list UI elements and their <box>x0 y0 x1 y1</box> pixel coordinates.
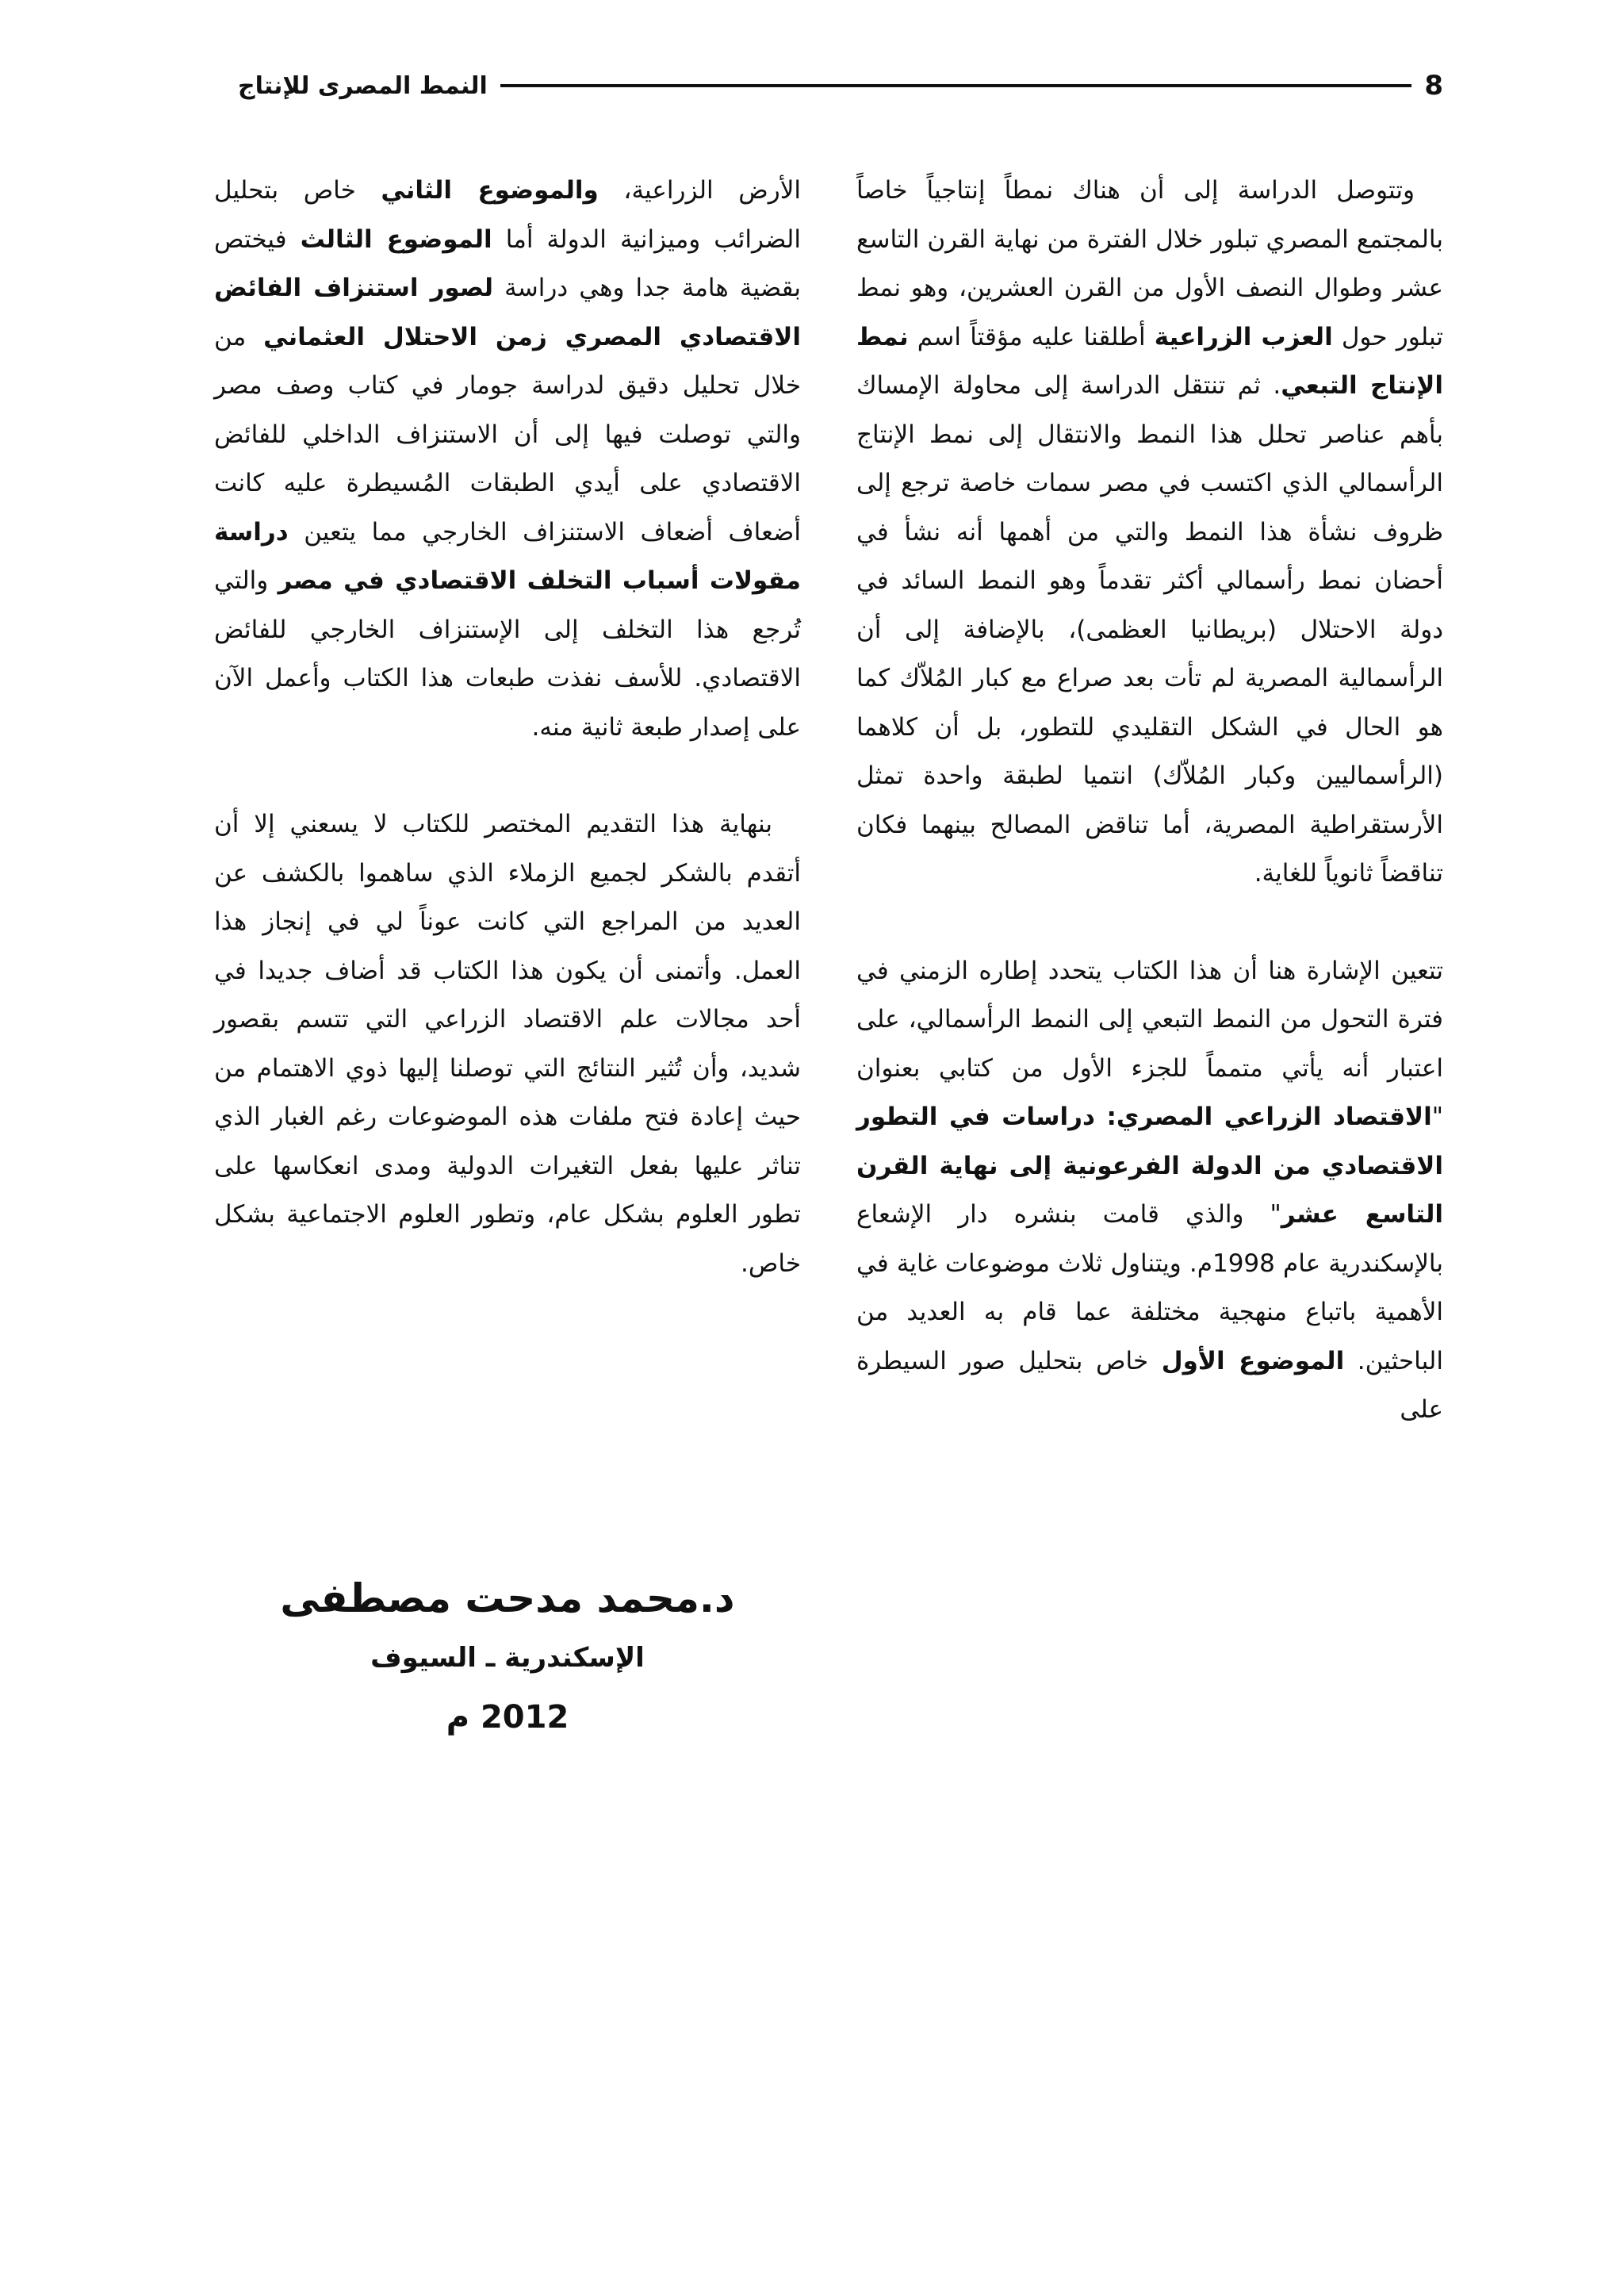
author-year: 2012 م <box>446 1699 569 1736</box>
bold-term: الموضوع الثالث <box>300 224 492 254</box>
author-name: د.محمد مدحت مصطفى <box>280 1575 735 1621</box>
bold-term: دراسة مقولات أسباب التخلف الاقتصادي في مصر <box>214 517 801 595</box>
page-header <box>238 62 1443 109</box>
book-title: الاقتصاد الزراعي المصري: دراسات في التطور الاقتصادي من الدولة الفرعونية إلى نهاية القرن التاسع عشر <box>856 1103 1443 1229</box>
author-signature <box>214 1567 801 1749</box>
bold-term: والموضوع الثاني <box>381 176 599 205</box>
right-column <box>856 167 1443 1435</box>
bold-term: لصور استنزاف الفائض الاقتصادي المصري زمن الاحتلال العثماني <box>214 274 801 351</box>
paragraph-3: الأرض الزراعية، والموضوع الثاني خاص بتحليل الضرائب وميزانية الدولة أما الموضوع الثالث فيختص بقضية هامة جدا وهي دراسة لصور استنزاف الفائض الاقتصادي المصري زمن الاحتلال العثماني من خلال تحليل دقيق لدراسة جومار في كتاب وصف مصر والتي توصلت فيها إلى أن الاستنزاف الداخلي للفائض الاقتصادي على أيدي الطبقات المُسيطرة عليه كانت أضعاف أضعاف الاستنزاف الخارجي مما يتعين دراسة مقولات أسباب التخلف الاقتصادي في مصر والتي تُرجع هذا التخلف إلى الإستنزاف الخارجي للفائض الاقتصادي. للأسف نفذت طبعات هذا الكتاب وأعمل الآن على إصدار طبعة ثانية منه. <box>214 176 801 742</box>
left-column <box>214 167 801 1288</box>
bold-term: نمط الإنتاج التبعي <box>856 322 1443 400</box>
header-rule <box>500 84 1412 87</box>
page-number: 8 <box>1424 70 1443 102</box>
paragraph-2: تتعين الإشارة هنا أن هذا الكتاب يتحدد إطاره الزمني في فترة التحول من النمط التبعي إلى النمط الرأسمالي، على اعتبار أنه يأتي متمماً للجزء الأول من كتابي بعنوان "الاقتصاد الزراعي المصري: دراسات في التطور الاقتصادي من الدولة الفرعونية إلى نهاية القرن التاسع عشر" والذي قامت بنشره دار الإشعاع بالإسكندرية عام 1998م. ويتناول ثلاث موضوعات غاية في الأهمية باتباع منهجية مختلفة عما قام به العديد من الباحثين. الموضوع الأول خاص بتحليل صور السيطرة على <box>856 956 1443 1424</box>
author-place: الإسكندرية ـ السيوف <box>370 1642 645 1674</box>
paragraph-4: بنهاية هذا التقديم المختصر للكتاب لا يسعني إلا أن أتقدم بالشكر لجميع الزملاء الذي ساهموا بالكشف عن العديد من المراجع التي كانت عوناً لي في إنجاز هذا العمل. وأتمنى أن يكون هذا الكتاب قد أضاف جديدا في أحد مجالات علم الاقتصاد الزراعي التي تتسم بقصور شديد، وأن تُثير النتائج التي توصلنا إليها ذوي الاهتمام من حيث إعادة فتح ملفات هذه الموضوعات رغم الغبار الذي تناثر عليها بفعل التغيرات الدولية ومدى انعكاسها على تطور العلوم بشكل عام، وتطور العلوم الاجتماعية بشكل خاص. <box>214 810 801 1278</box>
paragraph-1: وتتوصل الدراسة إلى أن هناك نمطاً إنتاجياً خاصاً بالمجتمع المصري تبلور خلال الفترة من نهاية القرن التاسع عشر وطوال النصف الأول من القرن العشرين، وهو نمط تبلور حول العزب الزراعية أطلقنا عليه مؤقتاً اسم نمط الإنتاج التبعي. ثم تنتقل الدراسة إلى محاولة الإمساك بأهم عناصر تحلل هذا النمط والانتقال إلى نمط الإنتاج الرأسمالي الذي اكتسب في مصر سمات خاصة ترجع إلى ظروف نشأة هذا النمط والتي من أهمها أنه نشأ في أحضان نمط رأسمالي أكثر تقدماً وهو النمط السائد في دولة الاحتلال (بريطانيا العظمى)، بالإضافة إلى أن الرأسمالية المصرية لم تأت بعد صراع مع كبار المُلاّك كما هو الحال في الشكل التقليدي للتطور، بل أن كلاهما (الرأسماليين وكبار المُلاّك) انتميا لطبقة واحدة تمثل الأرستقراطية المصرية، أما تناقض المصالح بينهما فكان تناقضاً ثانوياً للغاية. <box>856 176 1443 888</box>
running-title: النمط المصرى للإنتاج <box>238 71 488 100</box>
bold-term: الموضوع الأول <box>1161 1346 1345 1375</box>
bold-term: العزب الزراعية <box>1154 322 1333 351</box>
